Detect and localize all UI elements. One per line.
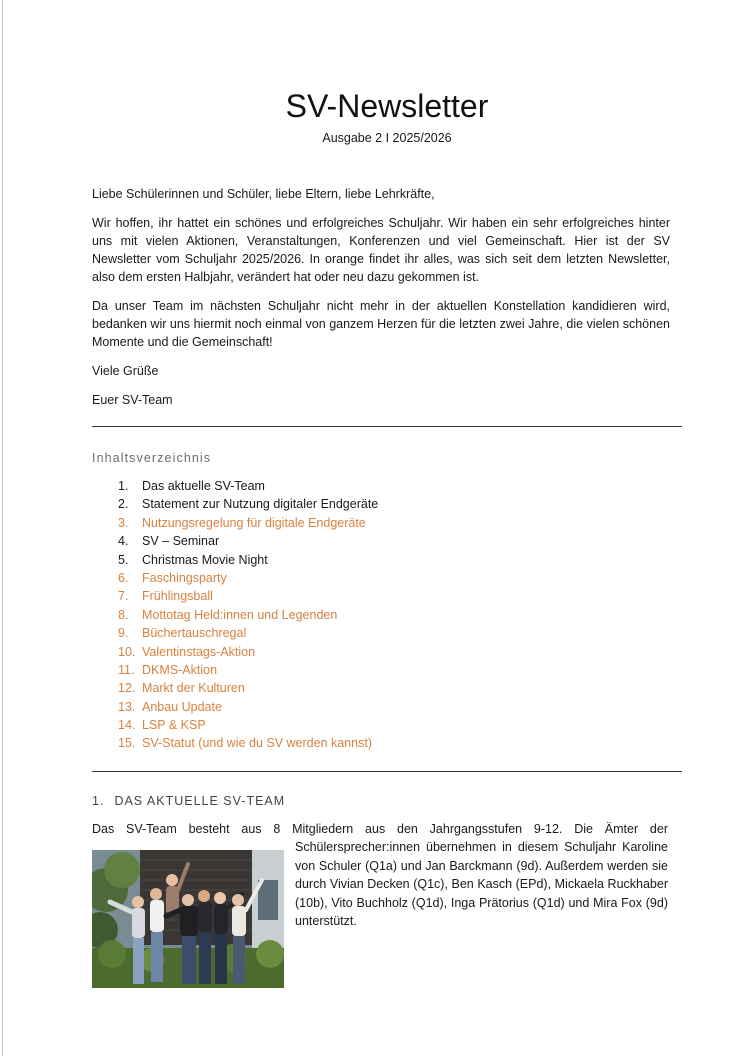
toc-item-number: 9. (118, 626, 129, 641)
toc-item-number: 7. (118, 589, 129, 604)
toc-item-number: 14. (118, 718, 136, 733)
toc-item-label: Valentinstags-Aktion (142, 644, 256, 659)
toc-item (118, 716, 378, 734)
toc-item (118, 698, 378, 716)
toc-item-number: 1. (118, 479, 129, 493)
toc-item (118, 495, 378, 513)
toc-item-label: Christmas Movie Night (142, 552, 268, 567)
toc-item-number: 10. (118, 644, 136, 659)
toc-item (118, 477, 378, 495)
section-first-line: Das SV-Team besteht aus 8 Mitgliedern aus den Jahrgangsstufen 9-12. Die Ämter der (92, 822, 668, 836)
signature: Euer SV-Team (92, 393, 173, 407)
toc-list (118, 477, 378, 753)
toc-item-label: Anbau Update (142, 699, 222, 714)
toc-item-label: Büchertauschregal (142, 626, 247, 641)
toc-item-label: Das aktuelle SV-Team (142, 479, 265, 493)
toc-item-label: Statement zur Nutzung digitaler Endgeräte (142, 497, 379, 512)
greeting: Liebe Schülerinnen und Schüler, liebe Eltern, liebe Lehrkräfte, (92, 187, 435, 201)
toc-item-label: Mottotag Held:innen und Legenden (142, 607, 338, 622)
toc-item-label: SV – Seminar (142, 534, 220, 549)
toc-item (118, 734, 378, 752)
section-heading (92, 792, 285, 810)
team-photo (92, 850, 284, 988)
page-title: SV-Newsletter (285, 88, 489, 124)
toc-item (118, 643, 378, 661)
toc-item (118, 661, 378, 679)
toc-item-number: 15. (118, 736, 136, 751)
toc-item (118, 606, 378, 624)
divider-bottom (92, 771, 682, 772)
toc-item-number: 12. (118, 681, 136, 696)
toc-heading: Inhaltsverzeichnis (92, 451, 212, 465)
toc-item-number: 13. (118, 699, 136, 714)
toc-item-label: LSP & KSP (142, 718, 206, 733)
page-edge (2, 0, 3, 1056)
toc-item (118, 587, 378, 605)
toc-item-number: 6. (118, 570, 129, 585)
toc-item-label: Nutzungsregelung für digitale Endgeräte (142, 515, 366, 530)
toc-item-number: 11. (118, 662, 135, 677)
toc-item (118, 679, 378, 697)
section-number: 1. (92, 794, 105, 808)
intro-paragraph-2: Da unser Team im nächsten Schuljahr nicht mehr in der aktuellen Konstellation kandidieren wird, bedanken wir uns hiermit noch einmal von ganzem Herzen für die letzten zwei Jahre, die vielen schönen Momente und die Gemeinschaft! (92, 299, 670, 349)
toc-item (118, 551, 378, 569)
toc-item-number: 3. (118, 515, 129, 530)
divider-top (92, 426, 682, 427)
toc-item-number: 5. (118, 552, 129, 567)
toc-item-label: Markt der Kulturen (142, 681, 245, 696)
toc-item-label: SV-Statut (und wie du SV werden kannst) (142, 736, 372, 751)
toc-item-number: 4. (118, 534, 129, 549)
closing: Viele Grüße (92, 364, 159, 378)
toc-item-label: Frühlingsball (142, 589, 213, 604)
toc-item-number: 2. (118, 497, 129, 512)
toc-item (118, 532, 378, 550)
toc-item (118, 624, 378, 642)
toc-item-label: Faschingsparty (142, 570, 227, 585)
toc-item (118, 569, 378, 587)
intro-paragraph-1: Wir hoffen, ihr hattet ein schönes und erfolgreiches Schuljahr. Wir haben ein sehr erfolgreiches hinter uns mit vielen Aktionen, Veranstaltungen, Konferenzen und viel Gemeinschaft. Hier ist der SV Newsletter vom Schuljahr 2025/2026. In orange findet ihr alles, was sich seit dem letzten Newsletter, also dem ersten Halbjahr, verändert hat oder neu dazu gekommen ist. (92, 216, 670, 284)
section-title: DAS AKTUELLE SV-TEAM (114, 794, 286, 808)
intro-block (92, 185, 670, 420)
toc-item-number: 8. (118, 607, 129, 622)
section-body: Schülersprecher:innen übernehmen in diesem Schuljahr Karoline von Schuler (Q1a) und Jan Barckmann (9d). Außerdem werden sie durch Vivian Decken (Q1c), Ben Kasch (EPd), Mickaela Ruckhaber (10b), Vito Buchholz (Q1d), Inga Prätorius (Q1d) und Mira Fox (9d) unterstützt. (295, 840, 668, 928)
page-subtitle: Ausgabe 2 I 2025/2026 (322, 131, 452, 145)
toc-item (118, 514, 378, 532)
toc-item-label: DKMS-Aktion (142, 662, 218, 677)
